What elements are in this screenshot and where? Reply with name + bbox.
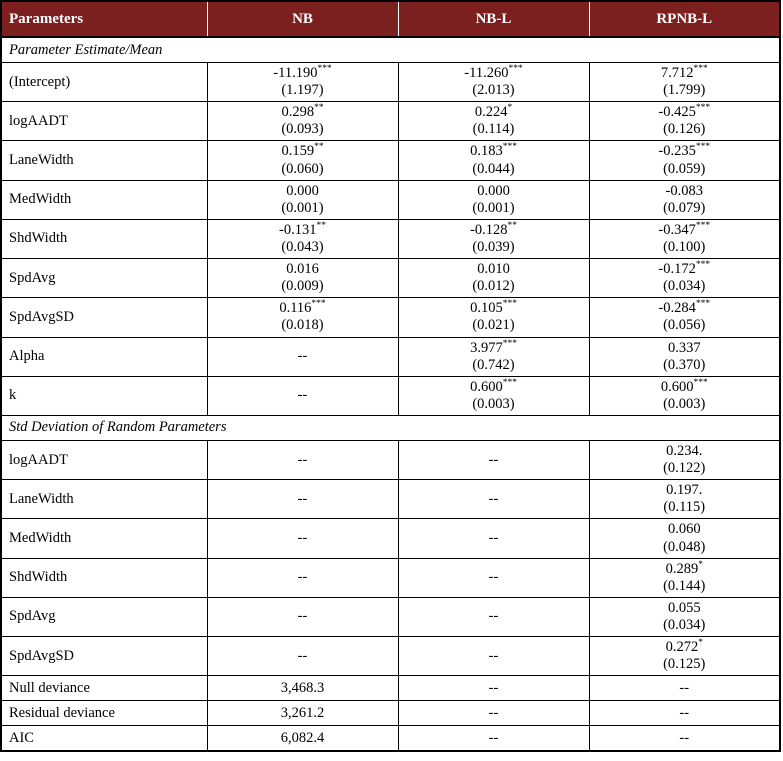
row-label: SpdAvg: [1, 259, 207, 298]
standard-error: (0.039): [472, 238, 515, 255]
cell-value: [589, 597, 780, 636]
standard-error: (0.034): [663, 278, 706, 295]
cell-value: [207, 597, 398, 636]
table-row: [1, 376, 780, 415]
estimate: 0.600***: [660, 377, 708, 395]
estimate: --: [488, 647, 499, 664]
cell-value: [589, 141, 780, 180]
cell-value: [398, 480, 589, 519]
cell-value: [207, 141, 398, 180]
standard-error: (0.060): [281, 160, 324, 177]
estimate: 0.298**: [281, 103, 324, 121]
section-header-row: [1, 415, 780, 440]
estimate: 0.337: [667, 339, 701, 356]
estimate: 0.000: [286, 182, 319, 199]
table-row: [1, 440, 780, 479]
cell-value: [589, 376, 780, 415]
table-body: [1, 37, 780, 751]
estimate: --: [297, 387, 308, 404]
row-label: LaneWidth: [1, 480, 207, 519]
significance-marker: ***: [695, 142, 711, 153]
cell-value: [398, 558, 589, 597]
table-row: [1, 337, 780, 376]
estimate: 0.000: [477, 182, 510, 199]
significance-marker: ***: [693, 377, 708, 388]
row-label: MedWidth: [1, 180, 207, 219]
estimate: --: [488, 451, 499, 468]
estimate: --: [297, 529, 308, 546]
estimate: 0.105***: [470, 299, 517, 317]
table-row: [1, 726, 780, 752]
cell-value: [207, 558, 398, 597]
cell-value: [398, 259, 589, 298]
table-row: [1, 180, 780, 219]
standard-error: (0.012): [472, 278, 515, 295]
estimate: --: [297, 647, 308, 664]
row-label: SpdAvgSD: [1, 298, 207, 337]
column-header-rpnb-l: RPNB-L: [589, 1, 780, 37]
cell-value: [589, 259, 780, 298]
standard-error: (0.034): [663, 616, 706, 633]
standard-error: (0.122): [663, 460, 706, 477]
estimate: --: [488, 608, 499, 625]
estimate: 0.289*: [665, 559, 703, 577]
estimate: 0.234.: [666, 442, 703, 459]
significance-marker: ***: [693, 64, 708, 75]
standard-error: (1.799): [663, 82, 706, 99]
estimate: --: [297, 608, 308, 625]
estimate: 0.060: [667, 521, 701, 538]
standard-error: (0.115): [663, 499, 706, 516]
significance-marker: ***: [502, 338, 517, 349]
column-header-nb-l: NB-L: [398, 1, 589, 37]
table-row: [1, 141, 780, 180]
estimate: -11.190***: [273, 64, 332, 81]
estimate: --: [488, 569, 499, 586]
cell-value: [398, 102, 589, 141]
cell-value: [207, 259, 398, 298]
row-label: ShdWidth: [1, 558, 207, 597]
cell-value: [589, 519, 780, 558]
cell-value: 6,082.4: [207, 726, 398, 752]
cell-value: [589, 337, 780, 376]
estimate: -0.235***: [658, 142, 711, 160]
cell-value: [207, 63, 398, 102]
cell-value: [207, 298, 398, 337]
standard-error: (0.043): [281, 238, 324, 255]
significance-marker: ***: [695, 103, 711, 114]
cell-value: [207, 519, 398, 558]
standard-error: (0.003): [472, 395, 515, 412]
cell-value: [589, 440, 780, 479]
cell-value: 3,468.3: [207, 676, 398, 701]
estimate: -0.131**: [279, 221, 326, 238]
estimate: -0.172***: [658, 260, 711, 278]
section-header-row: [1, 37, 780, 63]
standard-error: (0.093): [281, 121, 324, 138]
significance-marker: *: [698, 559, 703, 570]
significance-marker: ***: [508, 64, 523, 75]
estimate: --: [297, 569, 308, 586]
standard-error: (0.003): [663, 395, 706, 412]
estimate: -0.347***: [658, 221, 711, 238]
significance-marker: **: [314, 103, 324, 114]
table-row: [1, 676, 780, 701]
standard-error: (0.056): [663, 317, 706, 334]
header-row: [1, 1, 780, 37]
column-header-nb: NB: [207, 1, 398, 37]
cell-value: [589, 219, 780, 258]
standard-error: (0.018): [281, 317, 324, 334]
table-row: [1, 701, 780, 726]
cell-value: [398, 63, 589, 102]
row-label: Null deviance: [1, 676, 207, 701]
cell-value: [398, 376, 589, 415]
table-row: [1, 637, 780, 676]
significance-marker: ***: [695, 221, 711, 232]
estimate: 0.600***: [470, 377, 517, 395]
table-header: [1, 1, 780, 37]
estimate: 7.712***: [660, 64, 708, 81]
estimate: --: [488, 490, 499, 507]
cell-value: [589, 480, 780, 519]
table-row: [1, 558, 780, 597]
row-label: logAADT: [1, 102, 207, 141]
section-title: Parameter Estimate/Mean: [1, 37, 780, 63]
cell-value: [589, 63, 780, 102]
cell-value: [398, 298, 589, 337]
significance-marker: ***: [502, 299, 517, 310]
standard-error: (0.079): [663, 199, 706, 216]
cell-value: [589, 298, 780, 337]
row-label: MedWidth: [1, 519, 207, 558]
table-row: [1, 519, 780, 558]
significance-marker: ***: [317, 64, 332, 75]
standard-error: (0.001): [472, 199, 515, 216]
estimate: -11.260***: [464, 64, 523, 81]
cell-value: [398, 141, 589, 180]
significance-marker: **: [314, 142, 324, 153]
row-label: LaneWidth: [1, 141, 207, 180]
row-label: ShdWidth: [1, 219, 207, 258]
cell-value: [398, 519, 589, 558]
standard-error: (0.742): [472, 356, 515, 373]
estimate: 0.159**: [281, 142, 324, 160]
cell-value: --: [398, 726, 589, 752]
row-label: Alpha: [1, 337, 207, 376]
row-label: SpdAvgSD: [1, 637, 207, 676]
cell-value: [589, 180, 780, 219]
estimate: --: [297, 490, 308, 507]
row-label: SpdAvg: [1, 597, 207, 636]
table-row: [1, 597, 780, 636]
cell-value: [207, 102, 398, 141]
standard-error: (0.126): [663, 121, 706, 138]
cell-value: [398, 219, 589, 258]
estimate: --: [297, 348, 308, 365]
cell-value: [398, 180, 589, 219]
cell-value: [207, 219, 398, 258]
standard-error: (1.197): [281, 82, 324, 99]
cell-value: [207, 337, 398, 376]
row-label: k: [1, 376, 207, 415]
row-label: (Intercept): [1, 63, 207, 102]
cell-value: [398, 637, 589, 676]
table-row: [1, 298, 780, 337]
standard-error: (0.009): [281, 278, 324, 295]
estimate: 3.977***: [470, 338, 517, 356]
standard-error: (0.044): [472, 160, 515, 177]
cell-value: [207, 376, 398, 415]
estimate: -0.083: [665, 182, 703, 199]
cell-value: --: [589, 676, 780, 701]
cell-value: [589, 102, 780, 141]
cell-value: [398, 337, 589, 376]
cell-value: [207, 180, 398, 219]
section-title: Std Deviation of Random Parameters: [1, 415, 780, 440]
standard-error: (0.059): [663, 160, 706, 177]
cell-value: [589, 558, 780, 597]
significance-marker: **: [507, 221, 517, 232]
estimate: -0.284***: [658, 299, 711, 317]
cell-value: [207, 440, 398, 479]
significance-marker: **: [316, 221, 326, 232]
estimate: 0.224*: [474, 103, 513, 121]
table-row: [1, 219, 780, 258]
row-label: AIC: [1, 726, 207, 752]
significance-marker: ***: [695, 299, 711, 310]
cell-value: --: [398, 676, 589, 701]
estimate: 0.055: [667, 599, 701, 616]
table-row: [1, 102, 780, 141]
cell-value: --: [589, 701, 780, 726]
estimate: 0.183***: [470, 142, 517, 160]
standard-error: (0.100): [663, 238, 706, 255]
estimate: 0.010: [477, 261, 510, 278]
standard-error: (0.125): [663, 656, 706, 673]
cell-value: 3,261.2: [207, 701, 398, 726]
estimate: --: [488, 529, 499, 546]
row-label: logAADT: [1, 440, 207, 479]
cell-value: [207, 480, 398, 519]
cell-value: --: [398, 701, 589, 726]
significance-marker: ***: [311, 299, 326, 310]
estimate: -0.128**: [470, 221, 517, 238]
cell-value: [207, 637, 398, 676]
significance-marker: *: [507, 103, 513, 114]
estimate: -0.425***: [658, 103, 711, 121]
standard-error: (0.370): [663, 356, 706, 373]
cell-value: --: [589, 726, 780, 752]
standard-error: (0.021): [472, 317, 515, 334]
estimate: --: [297, 451, 308, 468]
estimate: 0.116***: [279, 299, 326, 317]
estimate: 0.197.: [666, 482, 703, 499]
table-row: [1, 259, 780, 298]
standard-error: (0.114): [472, 121, 515, 138]
row-label: Residual deviance: [1, 701, 207, 726]
column-header-parameters: Parameters: [1, 1, 207, 37]
standard-error: (0.001): [281, 199, 324, 216]
significance-marker: ***: [502, 377, 517, 388]
significance-marker: *: [698, 638, 703, 649]
standard-error: (2.013): [472, 82, 515, 99]
estimate: 0.272*: [665, 638, 703, 656]
significance-marker: ***: [502, 142, 517, 153]
table-row: [1, 63, 780, 102]
standard-error: (0.144): [663, 577, 706, 594]
cell-value: [589, 637, 780, 676]
estimate: 0.016: [286, 261, 319, 278]
standard-error: (0.048): [663, 538, 706, 555]
cell-value: [398, 597, 589, 636]
significance-marker: ***: [695, 260, 711, 271]
cell-value: [398, 440, 589, 479]
table-row: [1, 480, 780, 519]
